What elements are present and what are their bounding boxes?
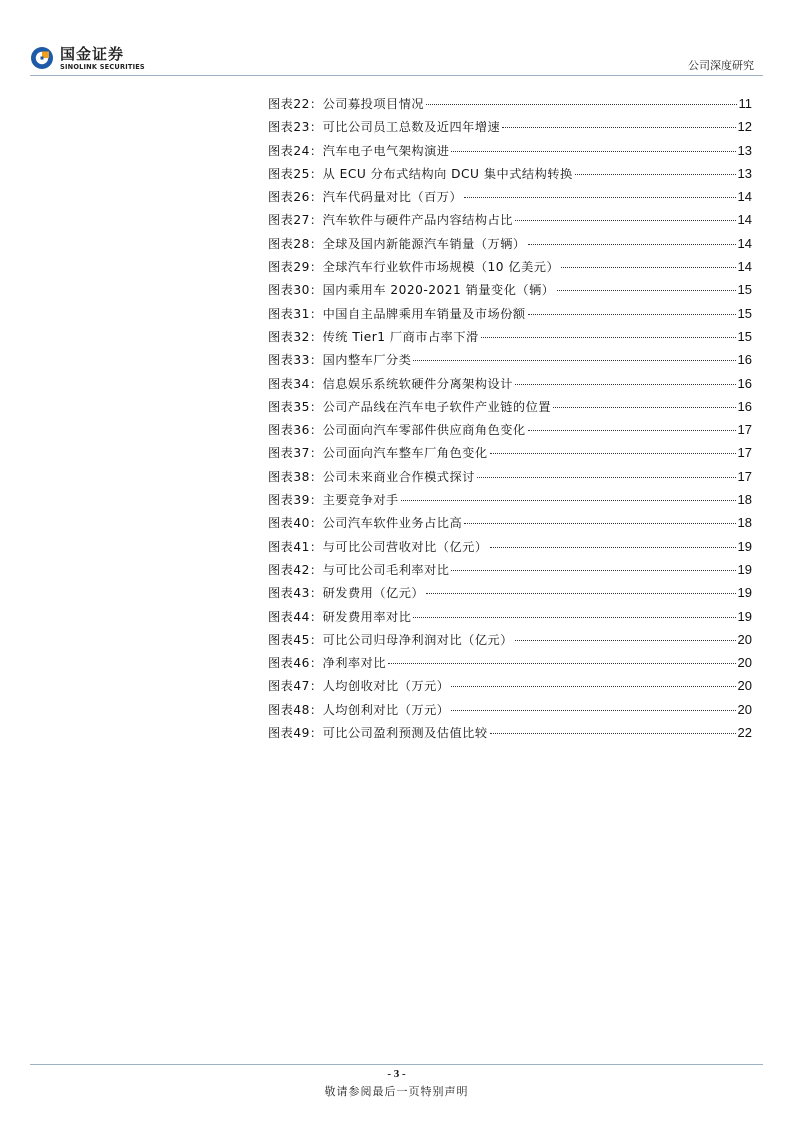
toc-entry-label[interactable]: 图表49：可比公司盈利预测及估值比较	[268, 726, 488, 741]
toc-entry[interactable]	[268, 351, 752, 374]
toc-entry-label[interactable]: 图表40：公司汽车软件业务占比高	[268, 516, 463, 531]
toc-entry-label[interactable]: 图表34：信息娱乐系统软硬件分离架构设计	[268, 376, 513, 391]
toc-entry-page[interactable]: 19	[737, 538, 752, 554]
toc-dot-leader	[528, 244, 736, 245]
toc-entry[interactable]	[268, 142, 752, 165]
toc-entry-label[interactable]: 图表39：主要竞争对手	[268, 493, 399, 508]
toc-entry-page[interactable]: 11	[738, 96, 752, 111]
toc-dot-leader	[451, 151, 735, 152]
logo-english-name: SINOLINK SECURITIES	[60, 63, 145, 71]
toc-entry-page[interactable]: 14	[737, 259, 752, 275]
toc-entry[interactable]	[268, 538, 752, 561]
toc-dot-leader	[561, 267, 735, 268]
toc-entry-page[interactable]: 15	[737, 305, 752, 321]
toc-dot-leader	[426, 593, 735, 594]
company-logo	[30, 45, 180, 73]
toc-dot-leader	[490, 547, 736, 548]
toc-entry-label[interactable]: 图表27：汽车软件与硬件产品内容结构占比	[268, 213, 513, 228]
toc-entry-label[interactable]: 图表42：与可比公司毛利率对比	[268, 562, 450, 577]
toc-entry-page[interactable]: 13	[737, 142, 752, 158]
toc-entry[interactable]	[268, 514, 752, 537]
toc-entry-page[interactable]: 20	[737, 678, 752, 694]
toc-entry-label[interactable]: 图表23：可比公司员工总数及近四年增速	[268, 120, 501, 135]
toc-entry[interactable]	[268, 631, 752, 654]
toc-entry[interactable]	[268, 654, 752, 677]
toc-dot-leader	[413, 360, 735, 361]
toc-dot-leader	[490, 733, 736, 734]
toc-entry[interactable]	[268, 724, 752, 747]
toc-entry-page[interactable]: 18	[737, 492, 752, 508]
toc-entry[interactable]	[268, 258, 752, 281]
toc-dot-leader	[553, 407, 736, 408]
header-divider	[30, 75, 763, 76]
toc-entry-page[interactable]: 19	[737, 585, 752, 601]
toc-entry[interactable]	[268, 188, 752, 211]
toc-dot-leader	[451, 570, 735, 571]
toc-entry[interactable]	[268, 375, 752, 398]
toc-entry[interactable]	[268, 421, 752, 444]
toc-entry[interactable]	[268, 211, 752, 234]
toc-entry-label[interactable]: 图表31：中国自主品牌乘用车销量及市场份额	[268, 306, 526, 321]
toc-entry-page[interactable]: 19	[737, 561, 752, 577]
disclaimer-text: 敬请参阅最后一页特别声明	[324, 1085, 469, 1098]
toc-entry-page[interactable]: 14	[737, 235, 752, 251]
toc-entry-label[interactable]: 图表35：公司产品线在汽车电子软件产业链的位置	[268, 399, 551, 414]
toc-entry-label[interactable]: 图表32：传统 Tier1 厂商市占率下滑	[268, 329, 479, 344]
report-type: 公司深度研究	[688, 59, 754, 72]
toc-entry-page[interactable]: 20	[737, 655, 752, 671]
toc-dot-leader	[528, 430, 736, 431]
toc-entry[interactable]	[268, 584, 752, 607]
toc-dot-leader	[528, 314, 736, 315]
toc-dot-leader	[451, 710, 735, 711]
toc-dot-leader	[490, 453, 736, 454]
toc-entry[interactable]	[268, 608, 752, 631]
toc-entry[interactable]	[268, 165, 752, 188]
toc-entry-page[interactable]: 15	[737, 282, 752, 298]
footer-divider	[30, 1064, 763, 1065]
toc-entry-label[interactable]: 图表43：研发费用（亿元）	[268, 586, 425, 601]
page-number: - 3 -	[387, 1068, 406, 1080]
sinolink-logo-icon	[30, 46, 54, 70]
toc-dot-leader	[502, 127, 735, 128]
toc-entry[interactable]	[268, 677, 752, 700]
toc-entry-label[interactable]: 图表44：研发费用率对比	[268, 609, 412, 624]
toc-entry-label[interactable]: 图表38：公司未来商业合作模式探讨	[268, 469, 475, 484]
toc-entry-page[interactable]: 18	[737, 515, 752, 531]
toc-dot-leader	[515, 220, 736, 221]
toc-entry-label[interactable]: 图表36：公司面向汽车零部件供应商角色变化	[268, 423, 526, 438]
toc-dot-leader	[477, 477, 736, 478]
toc-entry-label[interactable]: 图表24：汽车电子电气架构演进	[268, 143, 450, 158]
toc-entry-label[interactable]: 图表41：与可比公司营收对比（亿元）	[268, 539, 488, 554]
toc-dot-leader	[575, 174, 736, 175]
toc-entry-label[interactable]: 图表37：公司面向汽车整车厂角色变化	[268, 446, 488, 461]
toc-entry-page[interactable]: 12	[737, 119, 752, 135]
toc-entry-label[interactable]: 图表30：国内乘用车 2020-2021 销量变化（辆）	[268, 283, 555, 298]
toc-dot-leader	[401, 500, 736, 501]
toc-entry-page[interactable]: 20	[737, 701, 752, 717]
toc-entry-label[interactable]: 图表29：全球汽车行业软件市场规模（10 亿美元）	[268, 260, 560, 275]
toc-entry-page[interactable]: 17	[737, 468, 752, 484]
toc-entry-label[interactable]: 图表22：公司募投项目情况	[268, 97, 425, 111]
toc-entry-page[interactable]: 22	[737, 725, 752, 741]
toc-entry[interactable]	[268, 305, 752, 328]
toc-dot-leader	[388, 663, 736, 664]
toc-entry[interactable]	[268, 491, 752, 514]
toc-entry-page[interactable]: 14	[737, 212, 752, 228]
toc-entry-page[interactable]: 17	[737, 445, 752, 461]
toc-entry[interactable]	[268, 118, 752, 141]
toc-entry-page[interactable]: 20	[737, 631, 752, 647]
toc-dot-leader	[464, 523, 735, 524]
toc-entry-page[interactable]: 19	[737, 608, 752, 624]
toc-entry[interactable]	[268, 468, 752, 491]
toc-entry-page[interactable]: 16	[737, 375, 752, 391]
toc-entry[interactable]	[268, 561, 752, 584]
toc-entry[interactable]	[268, 328, 752, 351]
toc-entry-page[interactable]: 15	[737, 328, 752, 344]
toc-dot-leader	[413, 617, 735, 618]
toc-dot-leader	[515, 384, 736, 385]
toc-entry[interactable]	[268, 398, 752, 421]
toc-entry-label[interactable]: 图表45：可比公司归母净利润对比（亿元）	[268, 632, 513, 647]
toc-entry-label[interactable]: 图表28：全球及国内新能源汽车销量（万辆）	[268, 236, 526, 251]
toc-entry[interactable]	[268, 281, 752, 304]
toc-entry-page[interactable]: 14	[737, 189, 752, 205]
toc-entry-page[interactable]: 13	[737, 165, 752, 181]
toc-dot-leader	[481, 337, 736, 338]
toc-entry[interactable]	[268, 701, 752, 724]
toc-entry-label[interactable]: 图表26：汽车代码量对比（百万）	[268, 190, 463, 205]
toc-entry-label[interactable]: 图表33：国内整车厂分类	[268, 353, 412, 368]
figure-list	[268, 95, 752, 747]
toc-entry[interactable]	[268, 235, 752, 258]
toc-dot-leader	[464, 197, 735, 198]
toc-entry-page[interactable]: 16	[737, 352, 752, 368]
toc-dot-leader	[515, 640, 736, 641]
toc-entry-label[interactable]: 图表25：从 ECU 分布式结构向 DCU 集中式结构转换	[268, 166, 573, 181]
toc-entry-page[interactable]: 17	[737, 422, 752, 438]
toc-entry-page[interactable]: 16	[737, 398, 752, 414]
toc-dot-leader	[426, 104, 736, 105]
toc-entry-label[interactable]: 图表48：人均创利对比（万元）	[268, 702, 450, 717]
toc-dot-leader	[557, 290, 736, 291]
toc-entry-label[interactable]: 图表46：净利率对比	[268, 656, 387, 671]
toc-entry[interactable]	[268, 444, 752, 467]
toc-entry-label[interactable]: 图表47：人均创收对比（万元）	[268, 679, 450, 694]
logo-chinese-name: 国金证券	[60, 45, 125, 63]
toc-entry[interactable]	[268, 95, 752, 118]
toc-dot-leader	[451, 686, 735, 687]
page-header	[0, 0, 793, 80]
